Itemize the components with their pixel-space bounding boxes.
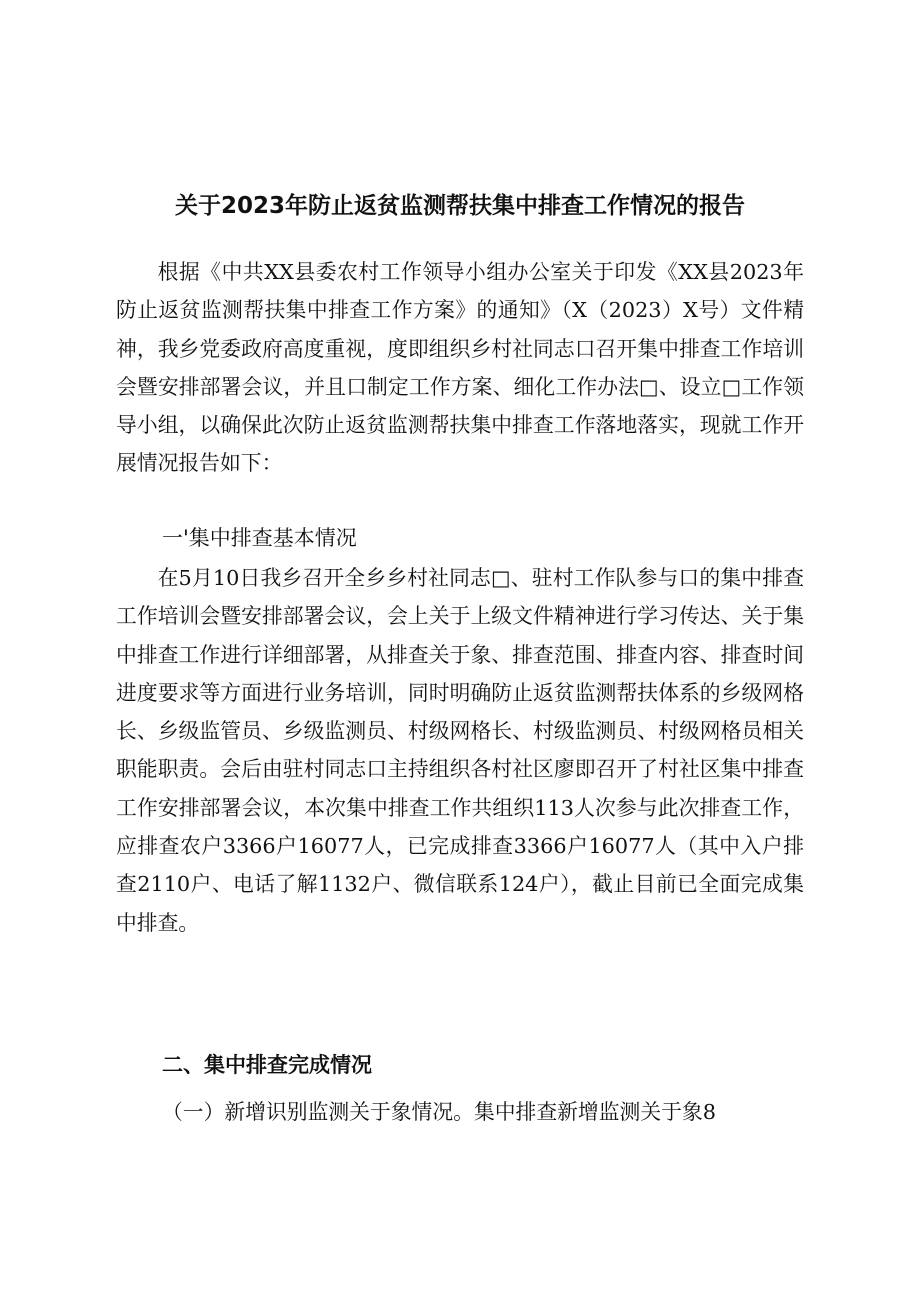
document-title: 关于2023年防止返贫监测帮扶集中排查工作情况的报告	[174, 193, 745, 219]
intro-paragraph: 根据《中共XX县委农村工作领导小组办公室关于印发《XX县2023年防止返贫监测帮扶集中排查工作方案》的通知》（X（2023）X号）文件精神，我乡党委政府高度重视，度即组织乡村社同志口召开集中排查工作培训会暨安排部署会议，并且口制定工作方案、细化工作办法□、设立□工作领导小组，以确保此次防止返贫监测帮扶集中排查工作落地落实，现就工作开展情况报告如下：	[116, 260, 804, 476]
section-1-paragraph: 在5月10日我乡召开全乡乡村社同志□、驻村工作队参与口的集中排查工作培训会暨安排部署会议，会上关于上级文件精神进行学习传达、关于集中排查工作进行详细部署，从排查关于象、排查范围、排查内容、排查时间进度要求等方面进行业务培训，同时明确防止返贫监测帮扶体系的乡级网格长、乡级监管员、乡级监测员、村级网格长、村级监测员、村级网格员相关职能职责。会后由驻村同志口主持组织各村社区廖即召开了村社区集中排查工作安排部署会议，本次集中排查工作共组织113人次参与此次排查工作，应排查农户3366户16077人，已完成排查3366户16077人（其中入户排查2110户、电话了解1132户、微信联系124户），截止目前已全面完成集中排查。	[116, 566, 804, 935]
section-1-heading: 一'集中排查基本情况	[162, 526, 357, 550]
section-2-first-line: （一）新增识别监测关于象情况。集中排查新增监测关于象8	[162, 1100, 716, 1124]
section-2-heading: 二、集中排查完成情况	[162, 1053, 372, 1077]
